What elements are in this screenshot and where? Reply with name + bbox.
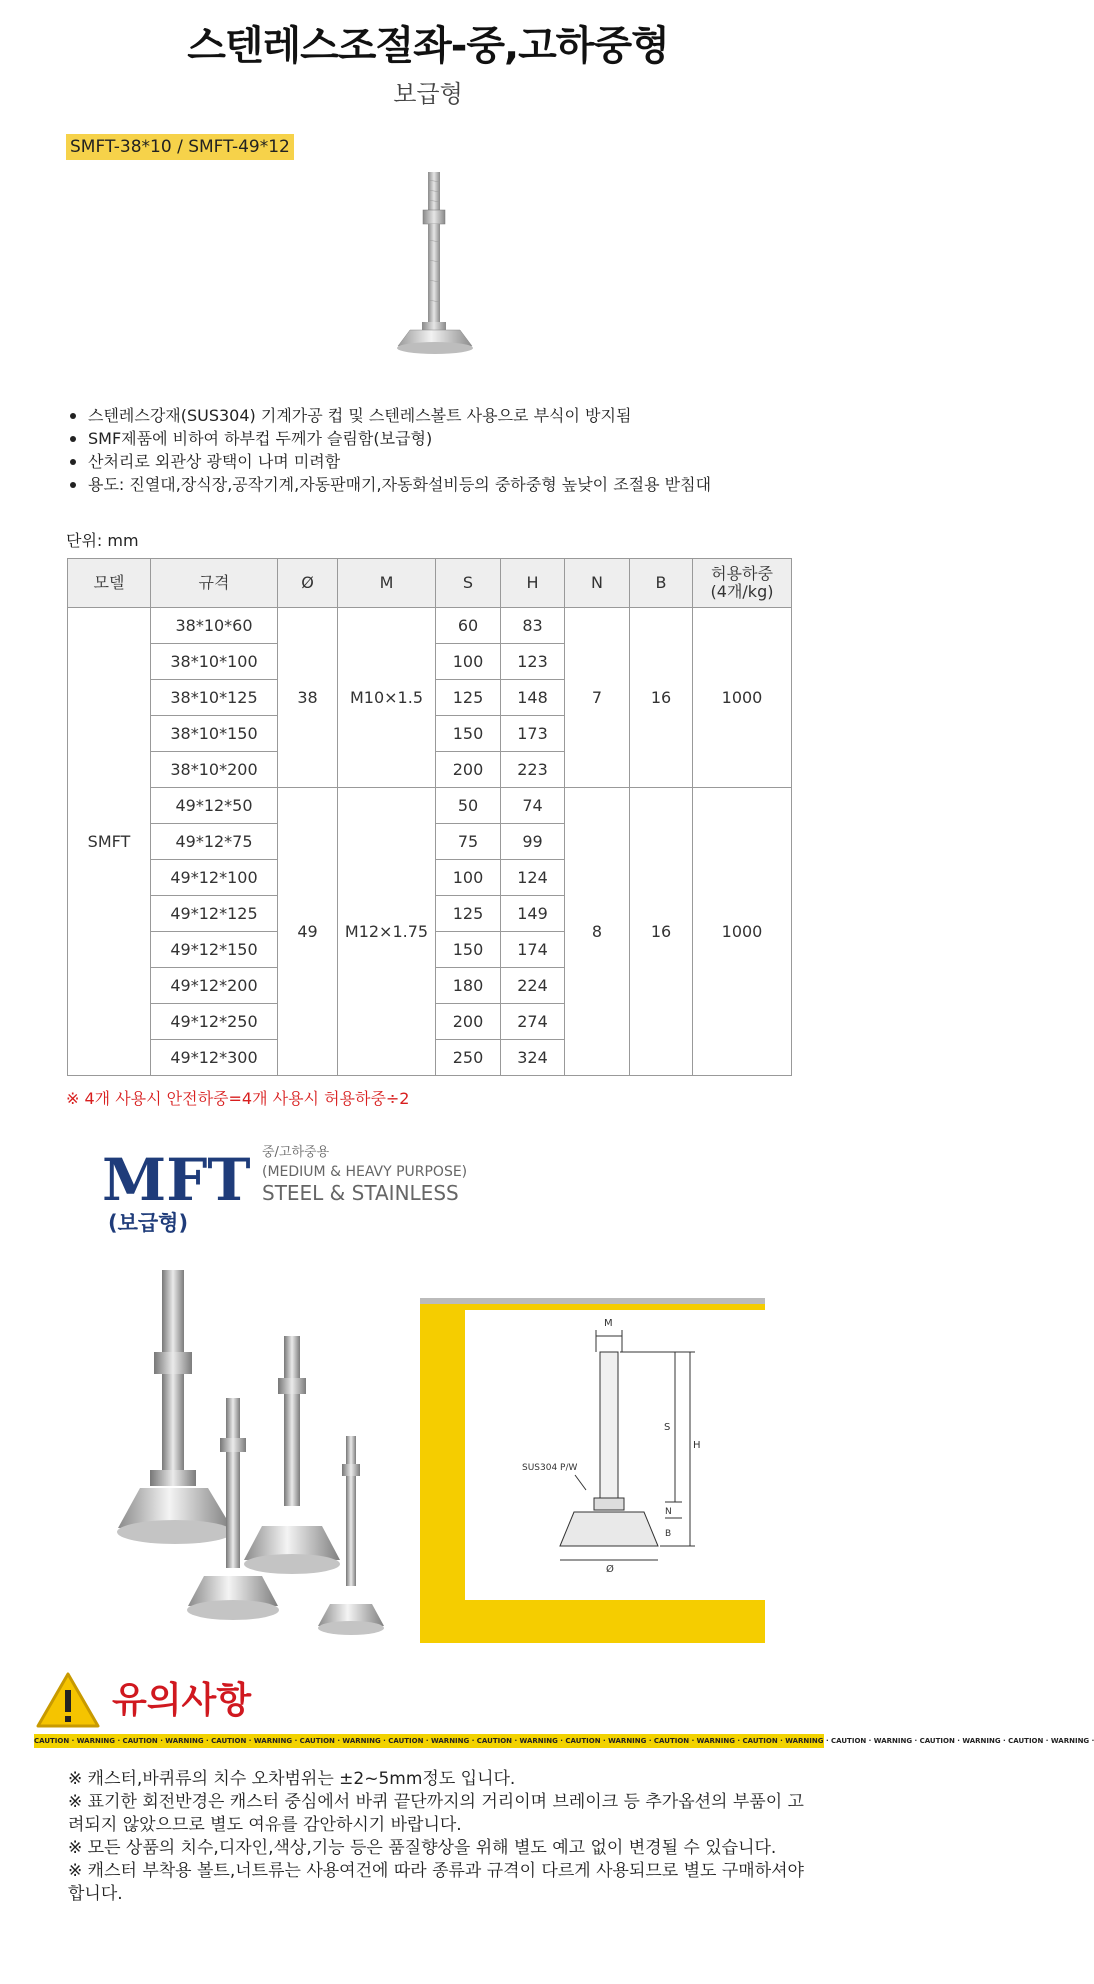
- cell-s: 125: [436, 896, 501, 932]
- col-n: N: [565, 559, 630, 608]
- brand-logo: [100, 1140, 468, 1236]
- cell-s: 100: [436, 644, 501, 680]
- cell-b: 16: [630, 608, 693, 788]
- feature-item: 용도: 진열대,장식장,공작기계,자동판매기,자동화설비등의 중하중형 높낮이 조절용 받침대: [66, 473, 711, 496]
- cell-spec: 49*12*50: [151, 788, 278, 824]
- caution-note: ※ 캐스터,바퀴류의 치수 오차범위는 ±2~5mm정도 입니다.: [68, 1769, 516, 1789]
- cell-diameter: 38: [278, 608, 338, 788]
- model-tag: SMFT-38*10 / SMFT-49*12: [66, 134, 294, 160]
- cell-s: 180: [436, 968, 501, 1004]
- cell-thread: M10×1.5: [338, 608, 436, 788]
- col-load-unit: (4개/kg): [710, 582, 774, 601]
- cell-spec: 38*10*200: [151, 752, 278, 788]
- logo-mark: MFT: [102, 1146, 251, 1214]
- cell-spec: 49*12*150: [151, 932, 278, 968]
- product-diagram-image: [120, 1270, 780, 1640]
- cell-h: 274: [501, 1004, 565, 1040]
- cell-h: 324: [501, 1040, 565, 1076]
- diagram-label-n: N: [665, 1507, 672, 1517]
- cell-h: 173: [501, 716, 565, 752]
- diagram-label-m: M: [604, 1318, 613, 1329]
- cell-spec: 49*12*250: [151, 1004, 278, 1040]
- diagram-label-s: S: [664, 1422, 671, 1433]
- caution-strip: [34, 1734, 1094, 1748]
- cell-b: 16: [630, 788, 693, 1076]
- col-spec: 규격: [151, 559, 278, 608]
- cell-s: 75: [436, 824, 501, 860]
- cell-s: 100: [436, 860, 501, 896]
- cell-h: 148: [501, 680, 565, 716]
- caution-notes: [68, 1768, 818, 1906]
- cell-model: SMFT: [68, 608, 151, 1076]
- material-label: STEEL & STAINLESS: [262, 1181, 459, 1205]
- cell-s: 200: [436, 752, 501, 788]
- col-load-label: 허용하중: [711, 564, 773, 583]
- cell-s: 150: [436, 716, 501, 752]
- table-header-row: [68, 559, 792, 608]
- page-subtitle: 보급형: [393, 80, 463, 108]
- col-diameter: Ø: [278, 559, 338, 608]
- spec-table: [67, 558, 792, 1076]
- cell-h: 149: [501, 896, 565, 932]
- col-b: B: [630, 559, 693, 608]
- diagram-label-b: B: [665, 1529, 672, 1539]
- cell-s: 125: [436, 680, 501, 716]
- cell-spec: 38*10*125: [151, 680, 278, 716]
- caution-title: 유의사항: [112, 1680, 252, 1721]
- col-s: S: [436, 559, 501, 608]
- page-title: 스텐레스조절좌-중,고하중형: [187, 23, 669, 69]
- cell-h: 123: [501, 644, 565, 680]
- cell-h: 124: [501, 860, 565, 896]
- cell-load: 1000: [693, 608, 792, 788]
- cell-h: 174: [501, 932, 565, 968]
- cell-diameter: 49: [278, 788, 338, 1076]
- col-load: [693, 559, 792, 608]
- table-row: [68, 788, 792, 824]
- cell-h: 83: [501, 608, 565, 644]
- cell-spec: 49*12*100: [151, 860, 278, 896]
- table-row: [68, 608, 792, 644]
- col-h: H: [501, 559, 565, 608]
- cell-h: 74: [501, 788, 565, 824]
- cell-n: 8: [565, 788, 630, 1076]
- diagram-label-h: H: [693, 1440, 701, 1451]
- load-note: ※ 4개 사용시 안전하중=4개 사용시 허용하중÷2: [66, 1089, 410, 1108]
- cell-spec: 49*12*300: [151, 1040, 278, 1076]
- cell-s: 60: [436, 608, 501, 644]
- cell-thread: M12×1.75: [338, 788, 436, 1076]
- cell-spec: 38*10*150: [151, 716, 278, 752]
- feature-item: SMF제품에 비하여 하부컵 두께가 슬림함(보급형): [66, 427, 711, 450]
- feature-item: 산처리로 외관상 광택이 나며 미려함: [66, 450, 711, 473]
- logo-sub: (보급형): [108, 1211, 189, 1235]
- cell-s: 50: [436, 788, 501, 824]
- cell-n: 7: [565, 608, 630, 788]
- purpose-kr: 중/고하중용: [262, 1145, 330, 1160]
- cell-spec: 38*10*100: [151, 644, 278, 680]
- purpose-en: (MEDIUM & HEAVY PURPOSE): [262, 1164, 468, 1180]
- unit-label: 단위: mm: [66, 531, 139, 550]
- product-photo: [380, 160, 490, 360]
- cell-s: 250: [436, 1040, 501, 1076]
- col-thread: M: [338, 559, 436, 608]
- feature-list: [66, 404, 711, 496]
- caution-note: ※ 표기한 회전반경은 캐스터 중심에서 바퀴 끝단까지의 거리이며 브레이크 등 추가옵션의 부품이 고려되지 않았으므로 별도 여유를 감안하시기 바랍니다.: [68, 1792, 804, 1835]
- cell-spec: 49*12*125: [151, 896, 278, 932]
- feature-item: 스텐레스강재(SUS304) 기계가공 컵 및 스텐레스볼트 사용으로 부식이 방지됨: [66, 404, 711, 427]
- col-model: 모델: [68, 559, 151, 608]
- cell-h: 223: [501, 752, 565, 788]
- caution-strip-text: CAUTION · WARNING · CAUTION · WARNING · CAUTION · WARNING · CAUTION · WARNING · CAUTION · WARNING · CAUTION · WARNING · CAUTION · WARNING · CAUTION · WARNING · CAUTION · WARNING · CAUTION · WARNING · CAUTION · WARNING · CAUTION · WARNING ·: [34, 1737, 1094, 1745]
- cell-spec: 49*12*200: [151, 968, 278, 1004]
- cell-spec: 38*10*60: [151, 608, 278, 644]
- cell-h: 224: [501, 968, 565, 1004]
- cell-spec: 49*12*75: [151, 824, 278, 860]
- cell-s: 200: [436, 1004, 501, 1040]
- cell-load: 1000: [693, 788, 792, 1076]
- caution-note: ※ 모든 상품의 치수,디자인,색상,기능 등은 품질향상을 위해 별도 예고 없이 변경될 수 있습니다.: [68, 1838, 777, 1858]
- diagram-label-dia: Ø: [606, 1564, 614, 1575]
- cell-h: 99: [501, 824, 565, 860]
- diagram-label-material: SUS304 P/W: [522, 1463, 578, 1473]
- cell-s: 150: [436, 932, 501, 968]
- caution-note: ※ 캐스터 부착용 볼트,너트류는 사용여건에 따라 종류과 규격이 다르게 사용되므로 별도 구매하셔야 합니다.: [68, 1861, 804, 1904]
